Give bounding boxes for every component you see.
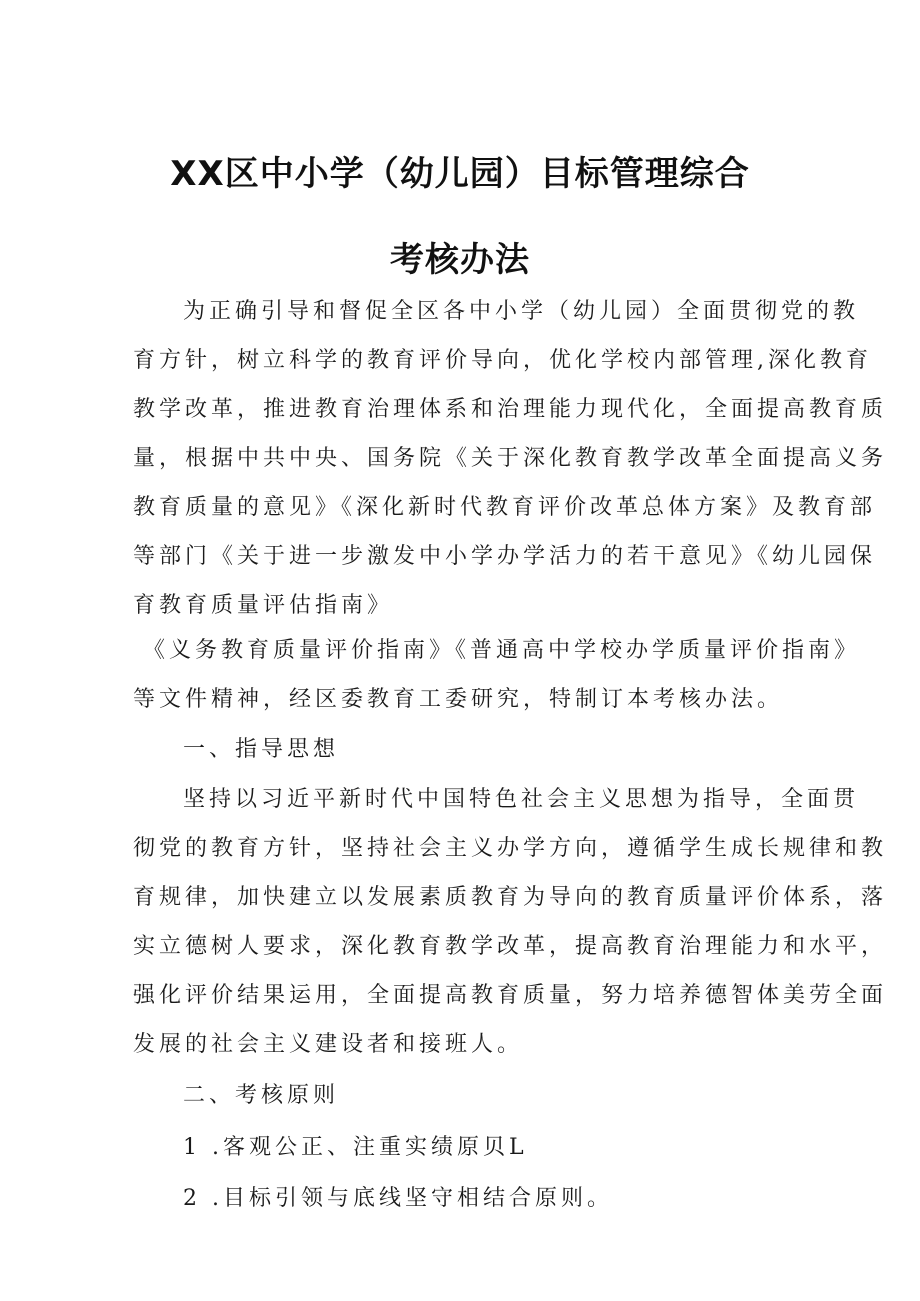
- body-text-line: 坚持以习近平新时代中国特色社会主义思想为指导，全面贯: [183, 787, 860, 812]
- body-text-line: 实立德树人要求，深化教育教学改革，提高教育治理能力和水平，: [133, 934, 888, 959]
- list-item: 1 .客观公正、注重实绩原贝L: [183, 1135, 528, 1160]
- body-text-line: 教学改革，推进教育治理体系和治理能力现代化，全面提高教育质: [133, 397, 888, 422]
- section-heading: 二、考核原则: [183, 1083, 340, 1108]
- body-text-line: 为正确引导和督促全区各中小学（幼儿园）全面贯彻党的教: [183, 299, 860, 324]
- body-text-line: 等部门《关于进一步激发中小学办学活力的若干意见》《幼儿园保: [133, 544, 877, 569]
- list-item: 2 .目标引领与底线坚守相结合原则。: [183, 1186, 613, 1211]
- body-text-line: 育教育质量评估指南》: [133, 593, 394, 618]
- document-title-line2: 考核办法: [390, 240, 530, 280]
- section-heading: 一、指导思想: [183, 737, 340, 762]
- body-text-line: 教育质量的意见》《深化新时代教育评价改革总体方案》及教育部: [133, 495, 877, 520]
- body-text-line: 发展的社会主义建设者和接班人。: [133, 1032, 524, 1057]
- body-text-line: 量，根据中共中央、国务院《关于深化教育教学改革全面提高义务: [133, 446, 888, 471]
- body-text-line: 彻党的教育方针，坚持社会主义办学方向，遵循学生成长规律和教: [133, 836, 888, 861]
- body-text-line: 育规律，加快建立以发展素质教育为导向的教育质量评价体系，落: [133, 885, 888, 910]
- document-title-line1: XX区中小学（幼儿园）目标管理综合: [170, 154, 750, 194]
- body-text-line: 育方针，树立科学的教育评价导向，优化学校内部管理,深化教育: [133, 348, 872, 373]
- body-text-line: 等文件精神，经区委教育工委研究，特制订本考核办法。: [133, 687, 784, 712]
- body-text-line: 强化评价结果运用，全面提高教育质量，努力培养德智体美劳全面: [133, 983, 888, 1008]
- body-text-line: 《义务教育质量评价指南》《普通高中学校办学质量评价指南》: [143, 638, 861, 663]
